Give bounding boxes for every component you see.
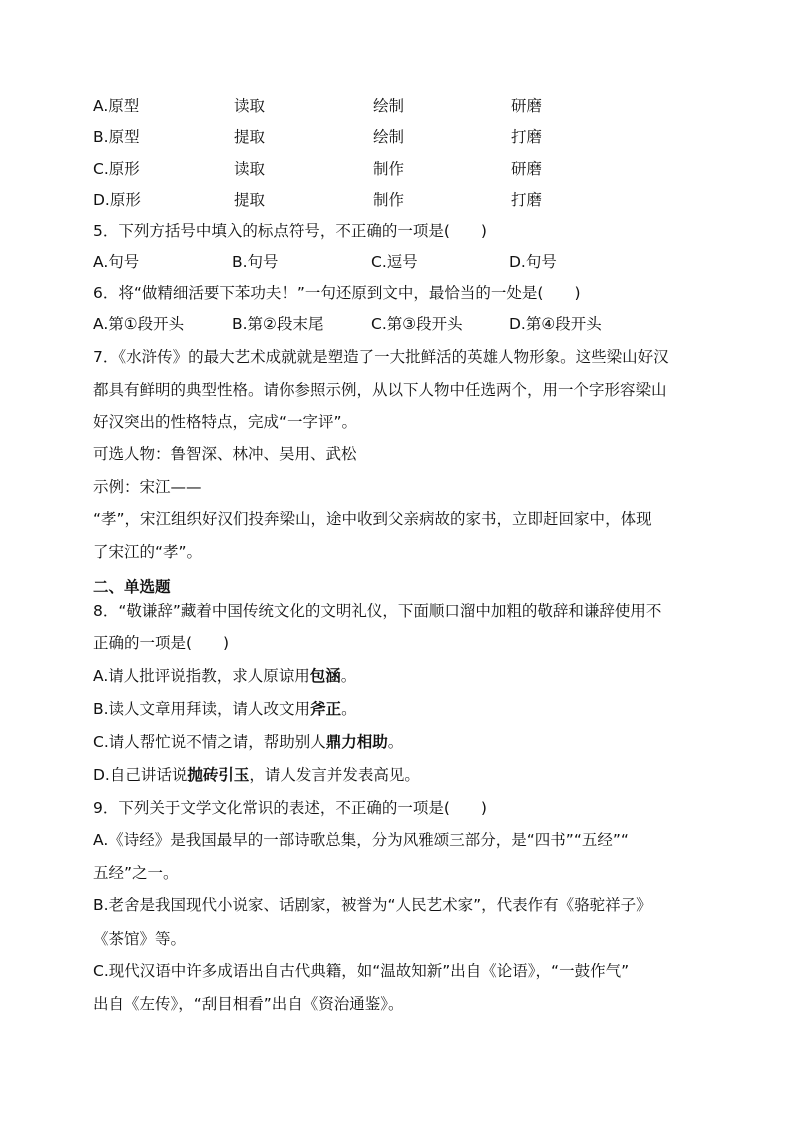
q7-line-4: 可选人物：鲁智深、林冲、吴用、武松 — [93, 445, 357, 463]
q4-option-a-cell-4: 研磨 — [511, 97, 543, 115]
q5-option-a: A.句号 — [93, 253, 140, 271]
q5-stem: 5．下列方括号中填入的标点符号，不正确的一项是( ) — [93, 222, 487, 240]
q4-option-d-cell-4: 打磨 — [511, 191, 543, 209]
q4-option-b-cell-4: 打磨 — [511, 128, 543, 146]
q6-option-a: A.第①段开头 — [93, 315, 185, 333]
q9-option-c-line-2: 出自《左传》，“刮目相看”出自《资治通鉴》。 — [93, 995, 404, 1013]
q8-line-1: 8．“敬谦辞”藏着中国传统文化的文明礼仪，下面顺口溜中加粗的敬辞和谦辞使用不 — [93, 602, 662, 620]
q4-option-a-cell-3: 绘制 — [373, 97, 405, 115]
q8-option-c-bold: 鼎力相助 — [325, 733, 388, 751]
q8-line-2: 正确的一项是( ) — [93, 634, 230, 652]
q8-option-a-bold: 包涵 — [309, 667, 341, 685]
q4-option-b-cell-2: 提取 — [234, 128, 266, 146]
q7-line-2: 都具有鲜明的典型性格。请你参照示例，从以下人物中任选两个，用一个字形容梁山 — [93, 381, 667, 399]
q6-option-b: B.第②段末尾 — [232, 315, 324, 333]
q7-line-3: 好汉突出的性格特点，完成“一字评”。 — [93, 413, 358, 431]
q8-option-b: B.读人文章用拜读，请人改文用斧正。 — [93, 700, 357, 718]
q9-option-b-line-1: B.老舍是我国现代小说家、话剧家，被誉为“人民艺术家”，代表作有《骆驼祥子》 — [93, 896, 652, 914]
q9-stem: 9．下列关于文学文化常识的表述，不正确的一项是( ) — [93, 799, 487, 817]
q8-option-c: C.请人帮忙说不情之请，帮助别人鼎力相助。 — [93, 733, 404, 751]
q4-option-c-cell-4: 研磨 — [511, 160, 543, 178]
q7-line-5: 示例：宋江—— — [93, 478, 202, 496]
q5-option-c: C.逗号 — [371, 253, 418, 271]
q7-line-7: 了宋江的“孝”。 — [93, 543, 203, 561]
q9-option-a-line-2: 五经”之一。 — [93, 864, 179, 882]
q5-option-d: D.句号 — [509, 253, 557, 271]
q8-option-d: D.自己讲话说抛砖引玉，请人发言并发表高见。 — [93, 766, 420, 784]
q6-option-c: C.第③段开头 — [371, 315, 463, 333]
q9-option-b-line-2: 《茶馆》等。 — [93, 930, 187, 948]
q4-option-c-cell-3: 制作 — [373, 160, 405, 178]
q8-option-b-bold: 斧正 — [310, 700, 342, 718]
q6-stem: 6．将“做精细活要下苯功夫！”一句还原到文中，最恰当的一处是( ) — [93, 284, 581, 302]
q4-option-d-cell-2: 提取 — [234, 191, 266, 209]
q4-option-b-cell-1: B.原型 — [93, 128, 140, 146]
q9-option-c-line-1: C.现代汉语中许多成语出自古代典籍，如“温故知新”出自《论语》，“一鼓作气” — [93, 962, 630, 980]
q4-option-a-cell-2: 读取 — [234, 97, 266, 115]
q4-option-c-cell-1: C.原形 — [93, 160, 140, 178]
q4-option-c-cell-2: 读取 — [234, 160, 266, 178]
q8-option-a: A.请人批评说指教，求人原谅用包涵。 — [93, 667, 357, 685]
q7-line-6: “孝”，宋江组织好汉们投奔梁山，途中收到父亲病故的家书，立即赶回家中，体现 — [93, 510, 652, 528]
q4-option-d-cell-1: D.原形 — [93, 191, 141, 209]
q7-line-1: 7．《水浒传》的最大艺术成就就是塑造了一大批鲜活的英雄人物形象。这些梁山好汉 — [93, 348, 669, 366]
q4-option-a-cell-1: A.原型 — [93, 97, 140, 115]
q8-option-d-bold: 抛砖引玉 — [187, 766, 250, 784]
q4-option-d-cell-3: 制作 — [373, 191, 405, 209]
section-heading: 二、单选题 — [93, 578, 171, 596]
q5-option-b: B.句号 — [232, 253, 279, 271]
q6-option-d: D.第④段开头 — [509, 315, 602, 333]
q9-option-a-line-1: A.《诗经》是我国最早的一部诗歌总集，分为风雅颂三部分，是“四书”“五经”“ — [93, 831, 629, 849]
q4-option-b-cell-3: 绘制 — [373, 128, 405, 146]
